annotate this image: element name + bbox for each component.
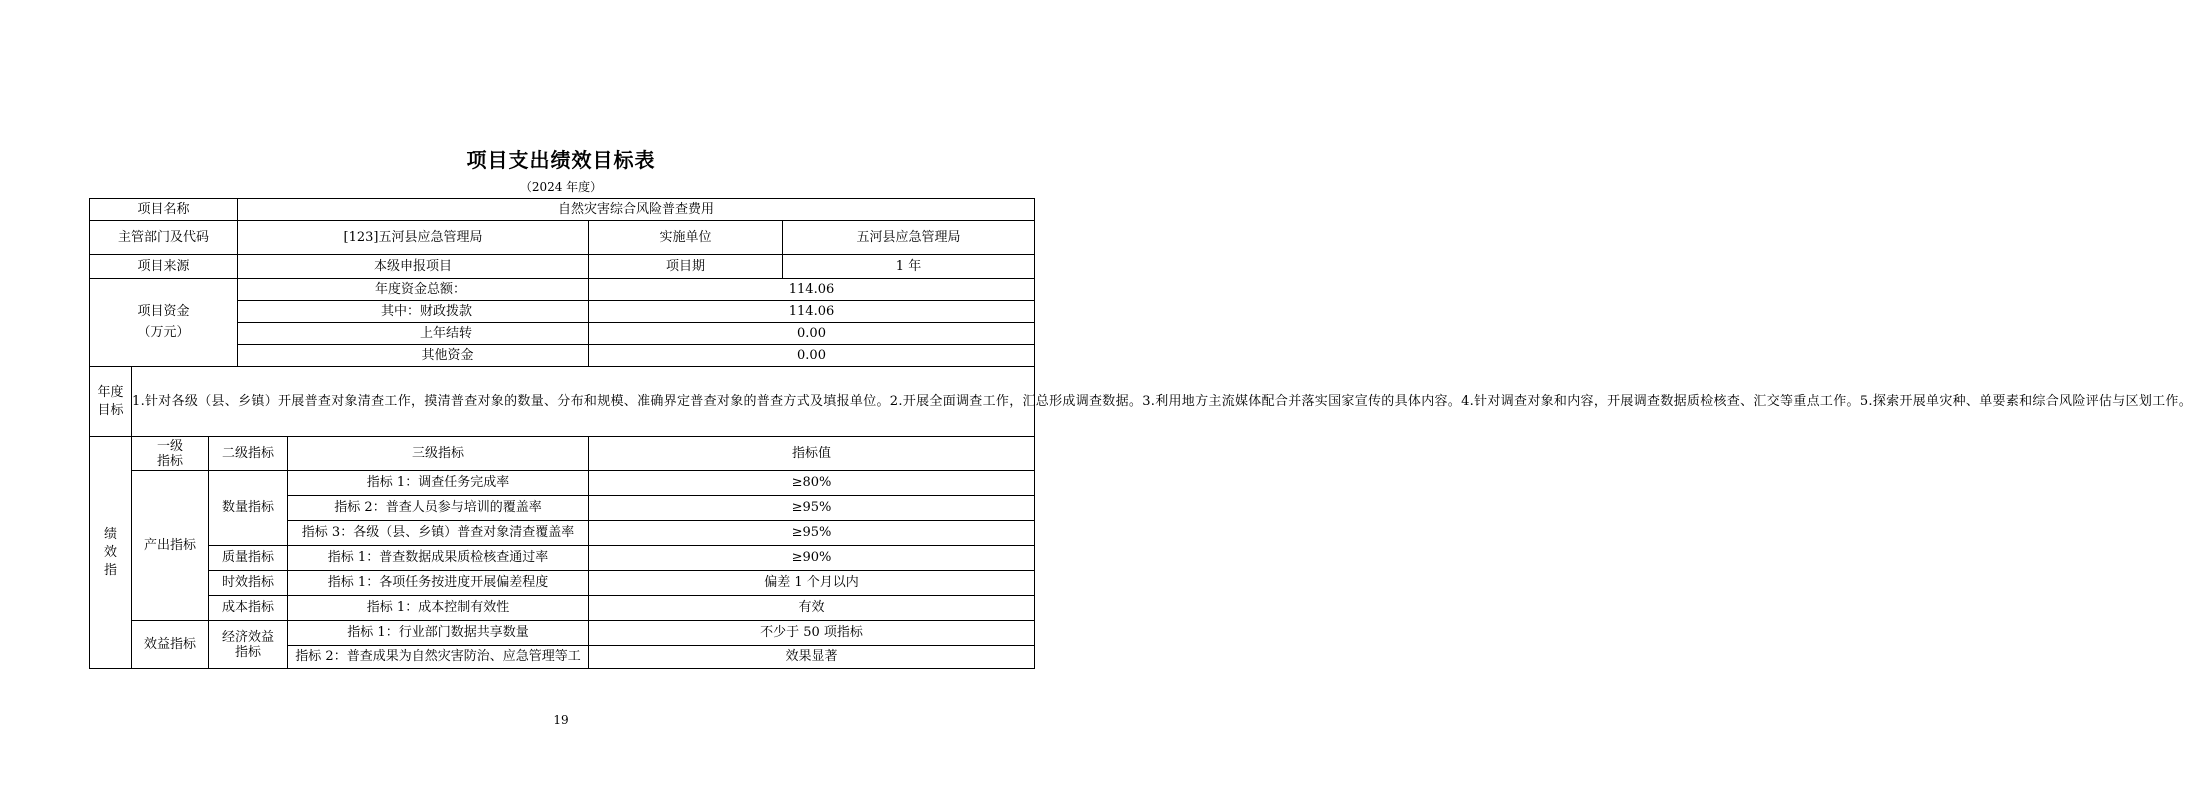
indicator-name: 指标 1：各项任务按进度开展偏差程度 <box>288 571 589 596</box>
indicator-value: ≥90% <box>589 546 1035 571</box>
funds-row-label: 其中：财政拨款 <box>238 301 589 323</box>
table-row <box>90 279 1035 301</box>
funds-label <box>90 279 238 367</box>
indicator-value: 有效 <box>589 596 1035 621</box>
table-row <box>90 437 1035 471</box>
funds-row-value: 114.06 <box>589 301 1035 323</box>
table-row <box>90 255 1035 279</box>
funds-row-value: 0.00 <box>589 323 1035 345</box>
table-row <box>90 367 1035 437</box>
indicator-value: 偏差 1 个月以内 <box>589 571 1035 596</box>
section-label-char: 绩 <box>103 526 117 542</box>
level2-economic-line2: 指标 <box>234 644 261 660</box>
header-level1-line2: 指标 <box>156 453 183 469</box>
page-title: 项目支出绩效目标表 <box>466 148 656 172</box>
level2-cost: 成本指标 <box>209 596 288 621</box>
project-name: 自然灾害综合风险普查费用 <box>238 199 1035 221</box>
table-row <box>90 221 1035 255</box>
indicator-value: ≥95% <box>589 521 1035 546</box>
source-value: 本级申报项目 <box>238 255 589 279</box>
indicator-name: 指标 1：调查任务完成率 <box>288 471 589 496</box>
funds-label-line1: 项目资金 <box>137 304 190 319</box>
performance-section-label <box>90 437 132 669</box>
department-value: [123]五河县应急管理局 <box>238 221 589 255</box>
annual-goal-label-line1: 年度 <box>97 384 124 400</box>
indicator-value: 效果显著 <box>589 646 1035 669</box>
funds-row-label: 上年结转 <box>238 323 589 345</box>
year-subtitle: （2024 年度） <box>519 180 603 194</box>
table-row <box>90 471 1035 496</box>
annual-goal-label <box>90 367 132 437</box>
indicator-name: 指标 1：行业部门数据共享数量 <box>288 621 589 646</box>
project-name-label: 项目名称 <box>90 199 238 221</box>
level2-timeliness: 时效指标 <box>209 571 288 596</box>
indicator-name: 指标 2：普查成果为自然灾害防治、应急管理等工 <box>288 646 589 669</box>
funds-row-value: 114.06 <box>589 279 1035 301</box>
indicator-value: ≥95% <box>589 496 1035 521</box>
table-row <box>90 621 1035 646</box>
header-value: 指标值 <box>589 437 1035 471</box>
implementer-label: 实施单位 <box>589 221 783 255</box>
funds-row-value: 0.00 <box>589 345 1035 367</box>
section-label-char: 效 <box>103 544 117 560</box>
header-level1 <box>132 437 209 471</box>
indicator-value: 不少于 50 项指标 <box>589 621 1035 646</box>
table-row <box>90 571 1035 596</box>
period-label: 项目期 <box>589 255 783 279</box>
performance-target-table <box>89 198 2192 669</box>
funds-row-label: 其他资金 <box>238 345 589 367</box>
level1-output: 产出指标 <box>132 471 209 621</box>
page-number: 19 <box>553 713 569 727</box>
level2-quantity: 数量指标 <box>209 471 288 546</box>
indicator-name: 指标 1：普查数据成果质检核查通过率 <box>288 546 589 571</box>
annual-goal-text: 1.针对各级（县、乡镇）开展普查对象清查工作，摸清普查对象的数量、分布和规模、准确界定普查对象的普查方式及填报单位。2.开展全面调查工作，汇总形成调查数据。3.利用地方主流媒体配合并落实国家宣传的具体内容。4.针对调查对象和内容，开展调查数据质检核查、汇交等重点工作。5.探索开展单灾种、单要素和综合风险评估与区划工作。 <box>132 367 1035 437</box>
period-value: 1 年 <box>783 255 1035 279</box>
funds-row-label: 年度资金总额： <box>238 279 589 301</box>
level2-quality: 质量指标 <box>209 546 288 571</box>
header-level2: 二级指标 <box>209 437 288 471</box>
funds-label-line2: （万元） <box>137 325 190 340</box>
section-label-char: 指 <box>103 562 117 578</box>
indicator-value: ≥80% <box>589 471 1035 496</box>
indicator-name: 指标 1：成本控制有效性 <box>288 596 589 621</box>
table-row <box>90 596 1035 621</box>
annual-goal-label-line2: 目标 <box>97 402 124 418</box>
table-row <box>90 199 1035 221</box>
header-level3: 三级指标 <box>288 437 589 471</box>
indicator-name: 指标 2：普查人员参与培训的覆盖率 <box>288 496 589 521</box>
level2-economic-line1: 经济效益 <box>221 629 274 645</box>
level2-economic <box>209 621 288 669</box>
header-level1-line1: 一级 <box>156 438 183 454</box>
table-row <box>90 546 1035 571</box>
level1-benefit: 效益指标 <box>132 621 209 669</box>
department-label: 主管部门及代码 <box>90 221 238 255</box>
source-label: 项目来源 <box>90 255 238 279</box>
implementer-value: 五河县应急管理局 <box>783 221 1035 255</box>
indicator-name: 指标 3：各级（县、乡镇）普查对象清查覆盖率 <box>288 521 589 546</box>
